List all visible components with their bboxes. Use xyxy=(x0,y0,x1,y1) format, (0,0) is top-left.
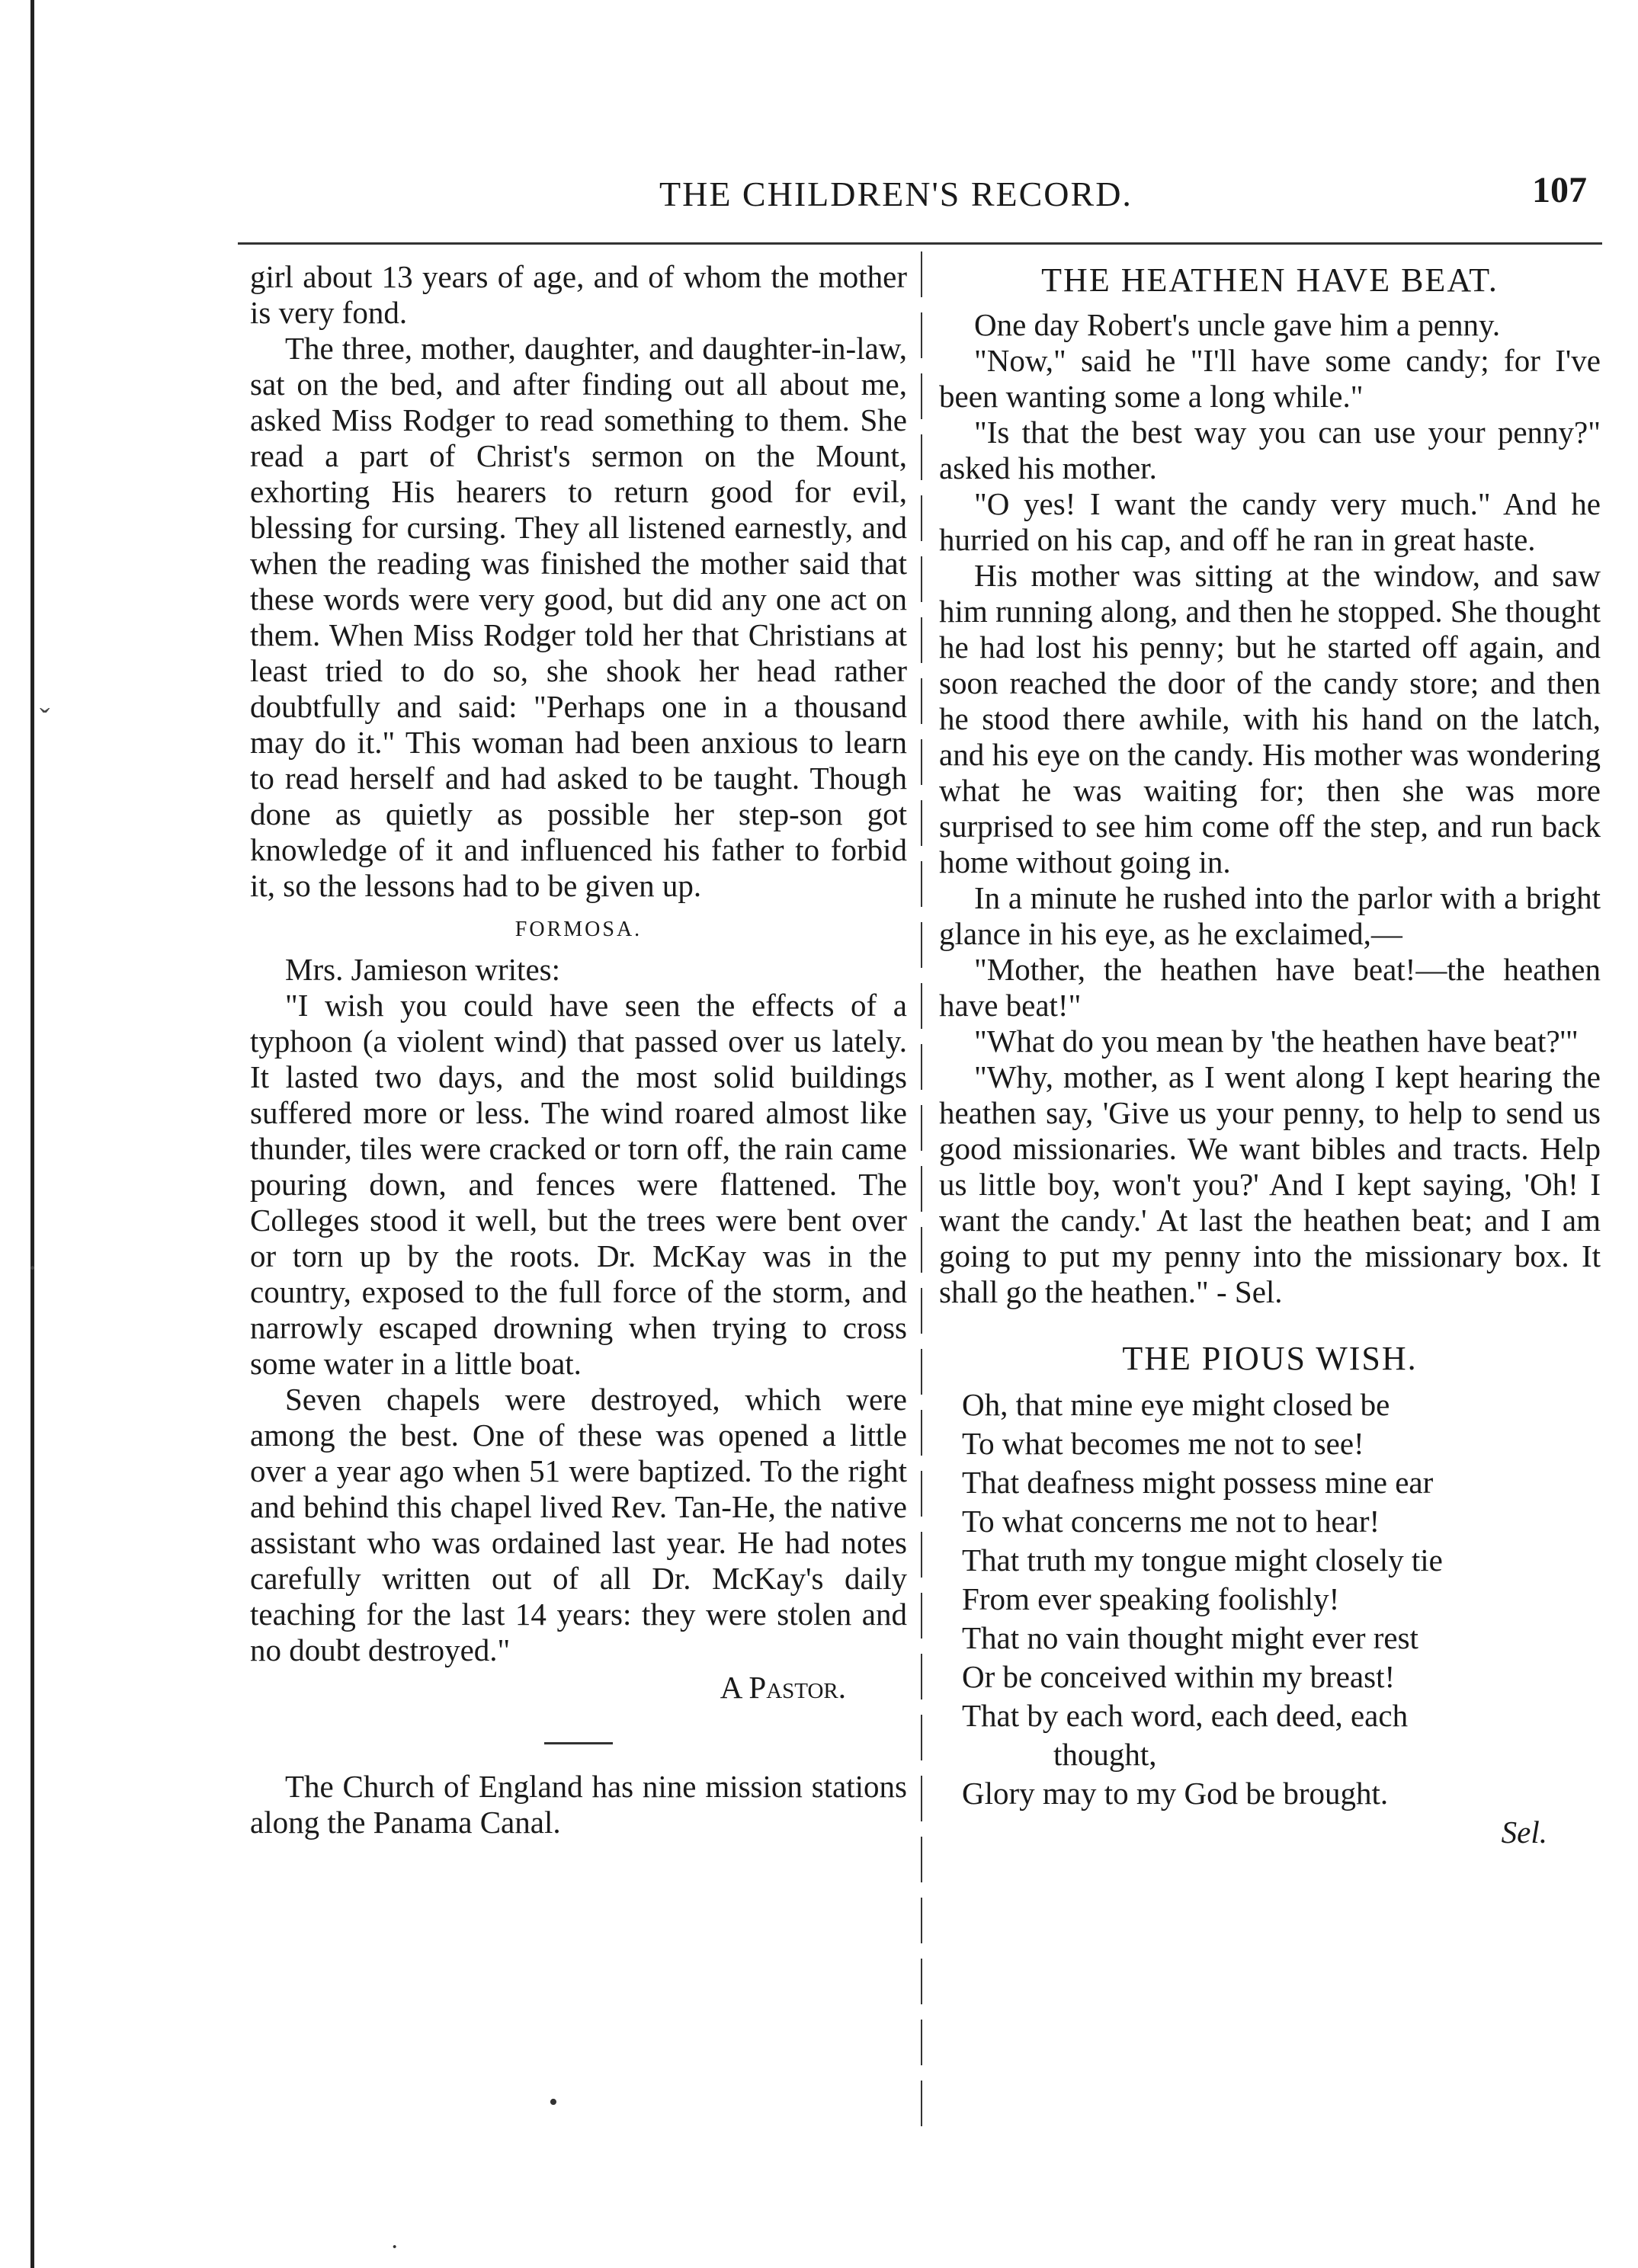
page-number: 107 xyxy=(1532,170,1587,210)
paragraph: The Church of England has nine mission stations along the Panama Canal. xyxy=(250,1769,907,1840)
binding-edge-line xyxy=(30,0,34,2268)
print-speck: · xyxy=(390,2233,399,2261)
paragraph: "Now," said he "I'll have some candy; for I've been wanting some a long while." xyxy=(939,343,1601,414)
poem-line: That by each word, each deed, each xyxy=(962,1698,1409,1733)
column-divider xyxy=(921,251,922,2141)
paragraph: "I wish you could have seen the effects of a typhoon (a violent wind) that passed over us lately. It lasted two days, and the most solid buildings suffered more or less. The wind roared almost like thunder, tiles were cracked or torn off, the rain came pouring down, and fences were flattened. The Colleges stood it well, but the trees were bent over or torn up by the roots. Dr. McKay was in the country, exposed to the full force of the storm, and narrowly escaped drowning when trying to cross some water in a little boat. xyxy=(250,988,907,1381)
paragraph: "Why, mother, as I went along I kept hearing the heathen say, 'Give us your penny, to help to send us good missionaries. We want bibles and tracts. Help us little boy, won't you?' And I kept saying, 'Oh! I want the candy.' At last the heathen beat; and I am going to put my penny into the missionary box. It shall go the heathen." - Sel. xyxy=(939,1059,1601,1309)
poem-line: thought, xyxy=(1053,1737,1157,1772)
poem-line: From ever speaking foolishly! xyxy=(962,1581,1340,1616)
right-column xyxy=(939,259,1601,1852)
poem-line: To what concerns me not to hear! xyxy=(962,1504,1380,1539)
paragraph: One day Robert's uncle gave him a penny. xyxy=(974,307,1501,342)
paragraph: Mrs. Jamieson writes: xyxy=(285,952,560,987)
left-column xyxy=(250,259,907,1840)
paragraph: "What do you mean by 'the heathen have beat?'" xyxy=(974,1023,1579,1059)
margin-speck: · xyxy=(27,1251,38,1285)
poem-line: That no vain thought might ever rest xyxy=(962,1620,1418,1655)
paragraph: In a minute he rushed into the parlor with a bright glance in his eye, as he exclaimed,— xyxy=(939,880,1601,951)
short-divider-rule xyxy=(544,1742,613,1744)
poem-line: That deafness might possess mine ear xyxy=(962,1465,1434,1500)
poem-source: Sel. xyxy=(1501,1815,1547,1850)
poem-line: Oh, that mine eye might closed be xyxy=(962,1387,1390,1422)
poem-line: That truth my tongue might closely tie xyxy=(962,1542,1443,1578)
poem xyxy=(939,1385,1601,1852)
story-title: THE HEATHEN HAVE BEAT. xyxy=(1041,261,1499,299)
poem-line: Glory may to my God be brought. xyxy=(962,1776,1389,1811)
running-title: THE CHILDREN'S RECORD. xyxy=(659,175,1133,213)
signature: A Pastor. xyxy=(720,1670,846,1705)
paragraph: His mother was sitting at the window, and saw him running along, and then he stopped. She thought he had lost his penny; but he started off again, and soon reached the door of the candy store; and then he stood there awhile, with his hand on the latch, and his eye on the candy. His mother was wondering what he was waiting for; then she was more surprised to see him come off the step, and run back home without going in. xyxy=(939,558,1601,879)
poem-line: To what becomes me not to see! xyxy=(962,1426,1364,1461)
header-rule xyxy=(238,242,1602,245)
print-speck: • xyxy=(549,2088,558,2116)
margin-speck: ˇ xyxy=(40,702,50,736)
paragraph: girl about 13 years of age, and of whom the mother is very fond. xyxy=(250,259,907,330)
poem-line: Or be conceived within my breast! xyxy=(962,1659,1396,1694)
paragraph: The three, mother, daughter, and daughter-in-law, sat on the bed, and after finding out all about me, asked Miss Rodger to read something to them. She read a part of Christ's sermon on the Mount, exhorting His hearers to return good for evil, blessing for cursing. They all listened earnestly, and when the reading was finished the mother said that these words were very good, but did any one act on them. When Miss Rodger told her that Christians at least tried to do so, she shook her head rather doubtfully and said: "Perhaps one in a thousand may do it." This woman had been anxious to learn to read herself and had asked to be taught. Though done as quietly as possible her step-son got knowledge of it and influenced his father to forbid it, so the lessons had to be given up. xyxy=(250,331,907,903)
page-header xyxy=(244,165,1593,229)
section-heading-formosa: FORMOSA. xyxy=(514,918,643,941)
paragraph: "Mother, the heathen have beat!—the heathen have beat!" xyxy=(939,952,1601,1023)
paragraph: Seven chapels were destroyed, which were among the best. One of these was opened a little over a year ago when 51 were baptized. To the right and behind this chapel lived Rev. Tan-He, the native assistant who was ordained last year. He had notes carefully written out of all Dr. McKay's daily teaching for the last 14 years: they were stolen and no doubt destroyed." xyxy=(250,1382,907,1667)
poem-title: THE PIOUS WISH. xyxy=(1122,1340,1418,1377)
paragraph: "O yes! I want the candy very much." And he hurried on his cap, and off he ran in great haste. xyxy=(939,486,1601,557)
paragraph: "Is that the best way you can use your penny?" asked his mother. xyxy=(939,415,1601,485)
